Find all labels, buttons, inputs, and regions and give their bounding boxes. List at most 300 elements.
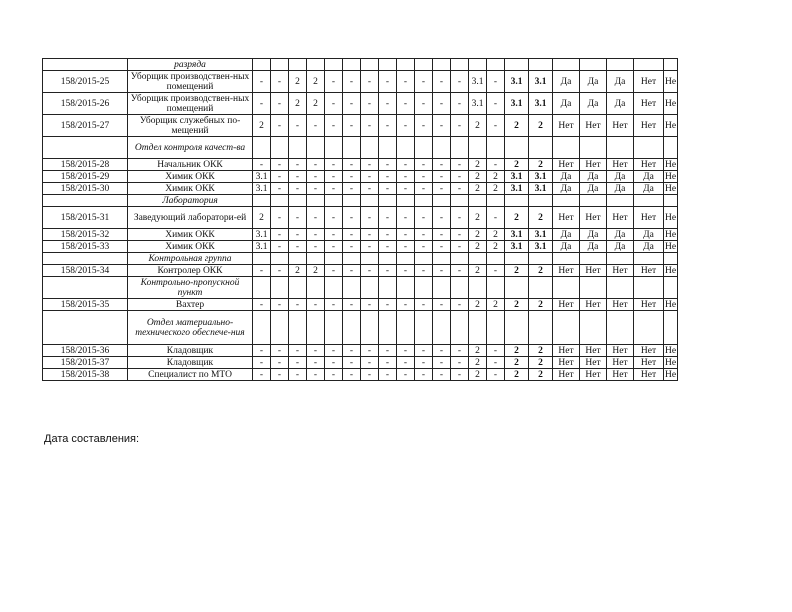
table-cell: Нет xyxy=(634,71,664,93)
position-name: Химик ОКК xyxy=(128,241,253,253)
table-cell xyxy=(634,195,664,207)
position-name: Химик ОКК xyxy=(128,229,253,241)
table-cell: 2 xyxy=(529,115,553,137)
table-cell: 3.1 xyxy=(529,229,553,241)
table-cell: Да xyxy=(553,183,580,195)
table-cell: Нет xyxy=(580,345,607,357)
table-cell xyxy=(289,277,307,299)
table-cell: - xyxy=(271,369,289,381)
table-cell: Нет xyxy=(580,357,607,369)
table-cell: - xyxy=(487,207,505,229)
table-cell: Да xyxy=(607,183,634,195)
table-cell xyxy=(664,59,678,71)
table-cell: 3.1 xyxy=(469,93,487,115)
table-cell xyxy=(634,277,664,299)
table-cell: 2 xyxy=(469,115,487,137)
table-cell: Да xyxy=(553,71,580,93)
table-cell xyxy=(397,137,415,159)
table-cell: - xyxy=(253,299,271,311)
position-name: Химик ОКК xyxy=(128,171,253,183)
table-cell: - xyxy=(289,171,307,183)
table-cell: - xyxy=(361,71,379,93)
table-cell: Не xyxy=(665,241,677,252)
table-cell: Да xyxy=(580,171,607,183)
workplace-code: 158/2015-27 xyxy=(43,115,128,137)
table-row xyxy=(43,345,678,357)
table-cell: Нет xyxy=(607,345,634,357)
table-cell: 2 xyxy=(487,241,505,253)
assessment-table xyxy=(42,58,678,381)
table-cell: 2 xyxy=(487,183,505,195)
table-cell: - xyxy=(379,299,397,311)
table-cell: - xyxy=(325,357,343,369)
table-cell xyxy=(433,277,451,299)
table-cell: - xyxy=(379,93,397,115)
table-cell: Нет xyxy=(607,207,634,229)
table-cell: 2 xyxy=(469,241,487,253)
code-cell xyxy=(43,137,128,159)
table-cell: - xyxy=(325,183,343,195)
table-cell xyxy=(634,311,664,345)
table-cell: 3.1 xyxy=(529,171,553,183)
table-cell: - xyxy=(433,71,451,93)
table-cell xyxy=(607,277,634,299)
table-cell xyxy=(325,277,343,299)
table-cell: Нет xyxy=(580,115,607,137)
table-cell: - xyxy=(307,159,325,171)
table-cell: - xyxy=(397,357,415,369)
table-cell xyxy=(469,277,487,299)
table-row xyxy=(43,207,678,229)
table-cell: - xyxy=(271,265,289,277)
table-cell: - xyxy=(397,183,415,195)
table-cell: 2 xyxy=(307,265,325,277)
code-cell xyxy=(43,253,128,265)
table-cell: 2 xyxy=(469,357,487,369)
table-cell xyxy=(469,59,487,71)
table-cell: 2 xyxy=(469,159,487,171)
table-cell: - xyxy=(343,207,361,229)
table-cell: - xyxy=(451,369,469,381)
table-cell: Не xyxy=(665,265,677,276)
table-cell: 2 xyxy=(469,207,487,229)
workplace-code: 158/2015-26 xyxy=(43,93,128,115)
table-cell: - xyxy=(271,71,289,93)
table-cell: 3.1 xyxy=(529,183,553,195)
table-cell: 3.1 xyxy=(505,229,529,241)
position-name: Уборщик производствен-ных помещений xyxy=(128,71,253,93)
table-cell: - xyxy=(361,93,379,115)
table-cell: - xyxy=(433,93,451,115)
table-cell: Да xyxy=(607,71,634,93)
table-cell xyxy=(379,195,397,207)
table-cell: - xyxy=(289,299,307,311)
table-cell: - xyxy=(343,159,361,171)
table-row xyxy=(43,299,678,311)
table-cell: Не xyxy=(665,159,677,170)
table-cell xyxy=(343,59,361,71)
table-cell xyxy=(664,253,678,265)
table-cell: - xyxy=(361,159,379,171)
table-cell: Нет xyxy=(634,369,664,381)
table-cell: - xyxy=(289,241,307,253)
table-cell xyxy=(505,137,529,159)
table-cell: - xyxy=(361,369,379,381)
table-cell: Нет xyxy=(607,115,634,137)
table-cell xyxy=(433,311,451,345)
table-cell xyxy=(307,137,325,159)
section-row xyxy=(43,59,678,71)
table-cell: - xyxy=(325,171,343,183)
position-name: Кладовщик xyxy=(128,357,253,369)
position-name: Уборщик служебных по-мещений xyxy=(128,115,253,137)
table-cell: Нет xyxy=(634,357,664,369)
section-row xyxy=(43,137,678,159)
table-cell: 2 xyxy=(469,229,487,241)
table-cell: Нет xyxy=(553,299,580,311)
table-cell: 2 xyxy=(469,265,487,277)
table-cell: - xyxy=(253,159,271,171)
table-cell: - xyxy=(271,159,289,171)
table-cell: 2 xyxy=(505,159,529,171)
table-cell xyxy=(343,277,361,299)
table-cell: - xyxy=(433,207,451,229)
table-cell xyxy=(253,311,271,345)
code-cell xyxy=(43,59,128,71)
table-cell: - xyxy=(451,241,469,253)
table-cell: Не xyxy=(664,71,678,93)
table-cell: - xyxy=(343,369,361,381)
table-cell: Нет xyxy=(553,207,580,229)
table-cell xyxy=(379,137,397,159)
table-cell: 2 xyxy=(505,369,529,381)
table-cell: - xyxy=(379,357,397,369)
table-cell xyxy=(397,311,415,345)
table-cell: - xyxy=(451,207,469,229)
table-cell: Не xyxy=(665,299,677,310)
table-cell: - xyxy=(397,229,415,241)
table-cell: - xyxy=(397,93,415,115)
table-cell: - xyxy=(253,357,271,369)
table-row xyxy=(43,159,678,171)
table-cell: - xyxy=(343,229,361,241)
section-row xyxy=(43,195,678,207)
table-cell xyxy=(607,195,634,207)
table-cell: 2 xyxy=(505,357,529,369)
position-name: Вахтер xyxy=(128,299,253,311)
table-cell: - xyxy=(379,183,397,195)
table-cell: - xyxy=(253,345,271,357)
table-cell: 3.1 xyxy=(529,93,553,115)
table-cell xyxy=(433,137,451,159)
table-cell: - xyxy=(343,357,361,369)
table-cell: Да xyxy=(553,93,580,115)
table-cell: 3.1 xyxy=(253,183,271,195)
table-cell: - xyxy=(271,93,289,115)
table-cell xyxy=(397,195,415,207)
table-cell: - xyxy=(271,229,289,241)
table-cell: - xyxy=(397,265,415,277)
workplace-code: 158/2015-31 xyxy=(43,207,128,229)
table-cell: Не xyxy=(664,207,678,229)
table-cell: Нет xyxy=(634,299,664,311)
table-cell: - xyxy=(487,93,505,115)
table-cell xyxy=(580,253,607,265)
table-cell: - xyxy=(325,93,343,115)
table-cell: - xyxy=(253,369,271,381)
table-cell: Нет xyxy=(580,159,607,171)
table-cell: - xyxy=(397,369,415,381)
table-cell: - xyxy=(253,93,271,115)
table-cell xyxy=(361,137,379,159)
table-cell: Не xyxy=(664,93,678,115)
table-cell: - xyxy=(343,345,361,357)
workplace-code: 158/2015-30 xyxy=(43,183,128,195)
section-row xyxy=(43,253,678,265)
table-cell: - xyxy=(415,159,433,171)
table-cell: Нет xyxy=(607,369,634,381)
table-cell: 2 xyxy=(469,299,487,311)
section-title: Лаборатория xyxy=(128,195,253,207)
table-cell: - xyxy=(397,171,415,183)
table-cell xyxy=(664,277,678,299)
table-cell xyxy=(607,253,634,265)
table-cell xyxy=(469,311,487,345)
table-cell: Нет xyxy=(634,207,664,229)
table-cell: Не xyxy=(665,183,677,194)
table-cell: 2 xyxy=(505,345,529,357)
table-cell xyxy=(634,253,664,265)
table-cell: - xyxy=(361,171,379,183)
section-title: Контрольно-пропускной пункт xyxy=(128,277,253,299)
table-cell: Нет xyxy=(634,93,664,115)
table-cell: - xyxy=(397,345,415,357)
table-cell: - xyxy=(379,241,397,253)
table-cell: Да xyxy=(580,229,607,241)
table-row xyxy=(43,241,678,253)
position-name: Специалист по МТО xyxy=(128,369,253,381)
table-cell: Нет xyxy=(634,159,664,171)
table-cell: - xyxy=(307,183,325,195)
workplace-code: 158/2015-32 xyxy=(43,229,128,241)
table-row xyxy=(43,369,678,381)
table-cell: - xyxy=(379,229,397,241)
table-cell: Не xyxy=(665,357,677,368)
table-cell: - xyxy=(289,115,307,137)
table-cell xyxy=(271,195,289,207)
table-cell xyxy=(289,195,307,207)
table-cell: - xyxy=(487,71,505,93)
table-row xyxy=(43,171,678,183)
table-cell: - xyxy=(451,93,469,115)
table-cell: - xyxy=(487,369,505,381)
table-cell xyxy=(433,195,451,207)
table-cell: 2 xyxy=(289,265,307,277)
table-cell xyxy=(505,195,529,207)
table-cell xyxy=(664,311,678,345)
table-cell: - xyxy=(415,345,433,357)
table-cell: Не xyxy=(665,345,677,356)
table-cell: 2 xyxy=(505,265,529,277)
table-cell: 2 xyxy=(469,345,487,357)
table-cell xyxy=(343,195,361,207)
table-cell xyxy=(397,59,415,71)
table-cell xyxy=(379,253,397,265)
table-cell: 3.1 xyxy=(529,241,553,253)
table-cell xyxy=(343,253,361,265)
table-cell: - xyxy=(307,229,325,241)
table-cell xyxy=(607,59,634,71)
table-cell: - xyxy=(397,207,415,229)
table-cell xyxy=(607,137,634,159)
table-cell xyxy=(361,59,379,71)
table-cell: - xyxy=(361,357,379,369)
table-cell: - xyxy=(343,299,361,311)
table-cell: - xyxy=(433,369,451,381)
table-cell xyxy=(289,253,307,265)
table-cell: 2 xyxy=(307,93,325,115)
table-cell xyxy=(634,137,664,159)
table-cell: 2 xyxy=(253,115,271,137)
table-cell: - xyxy=(451,229,469,241)
table-cell: Да xyxy=(607,171,634,183)
table-row xyxy=(43,265,678,277)
table-cell: - xyxy=(325,207,343,229)
table-cell: Да xyxy=(553,171,580,183)
table-cell: - xyxy=(451,171,469,183)
table-cell: - xyxy=(361,241,379,253)
table-cell: - xyxy=(433,183,451,195)
section-row xyxy=(43,277,678,299)
table-cell: - xyxy=(307,207,325,229)
table-cell: - xyxy=(433,357,451,369)
table-cell: - xyxy=(325,369,343,381)
table-cell: 2 xyxy=(529,159,553,171)
table-cell: - xyxy=(415,229,433,241)
table-cell xyxy=(580,311,607,345)
table-cell: 3.1 xyxy=(529,71,553,93)
table-cell xyxy=(415,277,433,299)
table-cell: 2 xyxy=(529,369,553,381)
position-name: Заведующий лаборатори-ей xyxy=(128,207,253,229)
table-cell xyxy=(451,195,469,207)
table-cell: - xyxy=(271,115,289,137)
table-cell: Нет xyxy=(634,345,664,357)
table-cell xyxy=(505,277,529,299)
table-cell: Нет xyxy=(607,159,634,171)
table-cell: - xyxy=(451,265,469,277)
table-cell: Нет xyxy=(607,265,634,277)
section-title: Отдел контроля качест-ва xyxy=(128,137,253,159)
table-cell: - xyxy=(253,265,271,277)
table-cell: - xyxy=(289,207,307,229)
table-cell: - xyxy=(271,357,289,369)
table-cell: 3.1 xyxy=(505,171,529,183)
table-cell: 2 xyxy=(253,207,271,229)
table-cell: Нет xyxy=(607,357,634,369)
workplace-code: 158/2015-37 xyxy=(43,357,128,369)
table-cell xyxy=(415,137,433,159)
table-cell xyxy=(664,137,678,159)
table-cell: Да xyxy=(634,241,664,253)
table-cell: Нет xyxy=(580,369,607,381)
table-cell: - xyxy=(379,265,397,277)
table-cell xyxy=(289,311,307,345)
code-cell xyxy=(43,277,128,299)
workplace-code: 158/2015-36 xyxy=(43,345,128,357)
table-cell xyxy=(271,59,289,71)
table-cell: Нет xyxy=(634,115,664,137)
table-cell: - xyxy=(307,299,325,311)
table-cell: - xyxy=(415,171,433,183)
table-cell xyxy=(361,311,379,345)
table-cell xyxy=(271,277,289,299)
table-cell: - xyxy=(397,71,415,93)
table-cell: Нет xyxy=(580,265,607,277)
table-cell: - xyxy=(433,229,451,241)
table-cell: - xyxy=(433,159,451,171)
table-cell xyxy=(451,137,469,159)
table-cell: Нет xyxy=(607,299,634,311)
table-cell xyxy=(553,277,580,299)
table-cell: - xyxy=(379,207,397,229)
table-cell: - xyxy=(415,115,433,137)
table-cell xyxy=(487,59,505,71)
table-cell: - xyxy=(307,171,325,183)
table-cell: - xyxy=(433,265,451,277)
table-cell xyxy=(415,253,433,265)
table-cell: - xyxy=(343,241,361,253)
table-cell: - xyxy=(325,229,343,241)
table-cell xyxy=(451,277,469,299)
table-cell: - xyxy=(307,357,325,369)
table-cell: - xyxy=(415,183,433,195)
table-cell xyxy=(553,311,580,345)
table-cell xyxy=(325,311,343,345)
table-cell: - xyxy=(397,241,415,253)
workplace-code: 158/2015-28 xyxy=(43,159,128,171)
table-cell: - xyxy=(433,299,451,311)
table-cell xyxy=(529,195,553,207)
table-cell xyxy=(307,253,325,265)
table-cell: Нет xyxy=(553,265,580,277)
table-cell: - xyxy=(325,115,343,137)
table-cell: - xyxy=(289,357,307,369)
table-cell xyxy=(487,195,505,207)
table-cell: 3.1 xyxy=(505,93,529,115)
table-cell: Да xyxy=(634,229,664,241)
table-cell xyxy=(307,195,325,207)
table-cell: - xyxy=(361,265,379,277)
table-cell: 2 xyxy=(487,299,505,311)
table-cell: - xyxy=(433,345,451,357)
table-cell xyxy=(253,277,271,299)
table-cell: - xyxy=(379,345,397,357)
table-cell: - xyxy=(415,71,433,93)
table-cell xyxy=(487,253,505,265)
position-name: Контролер ОКК xyxy=(128,265,253,277)
table-cell: Нет xyxy=(580,299,607,311)
table-cell: - xyxy=(325,265,343,277)
table-cell xyxy=(529,137,553,159)
table-cell: 2 xyxy=(505,207,529,229)
table-cell: - xyxy=(397,115,415,137)
table-cell: - xyxy=(289,159,307,171)
table-cell: 2 xyxy=(529,265,553,277)
table-cell xyxy=(415,195,433,207)
table-cell: Не xyxy=(664,115,678,137)
table-cell: - xyxy=(451,183,469,195)
